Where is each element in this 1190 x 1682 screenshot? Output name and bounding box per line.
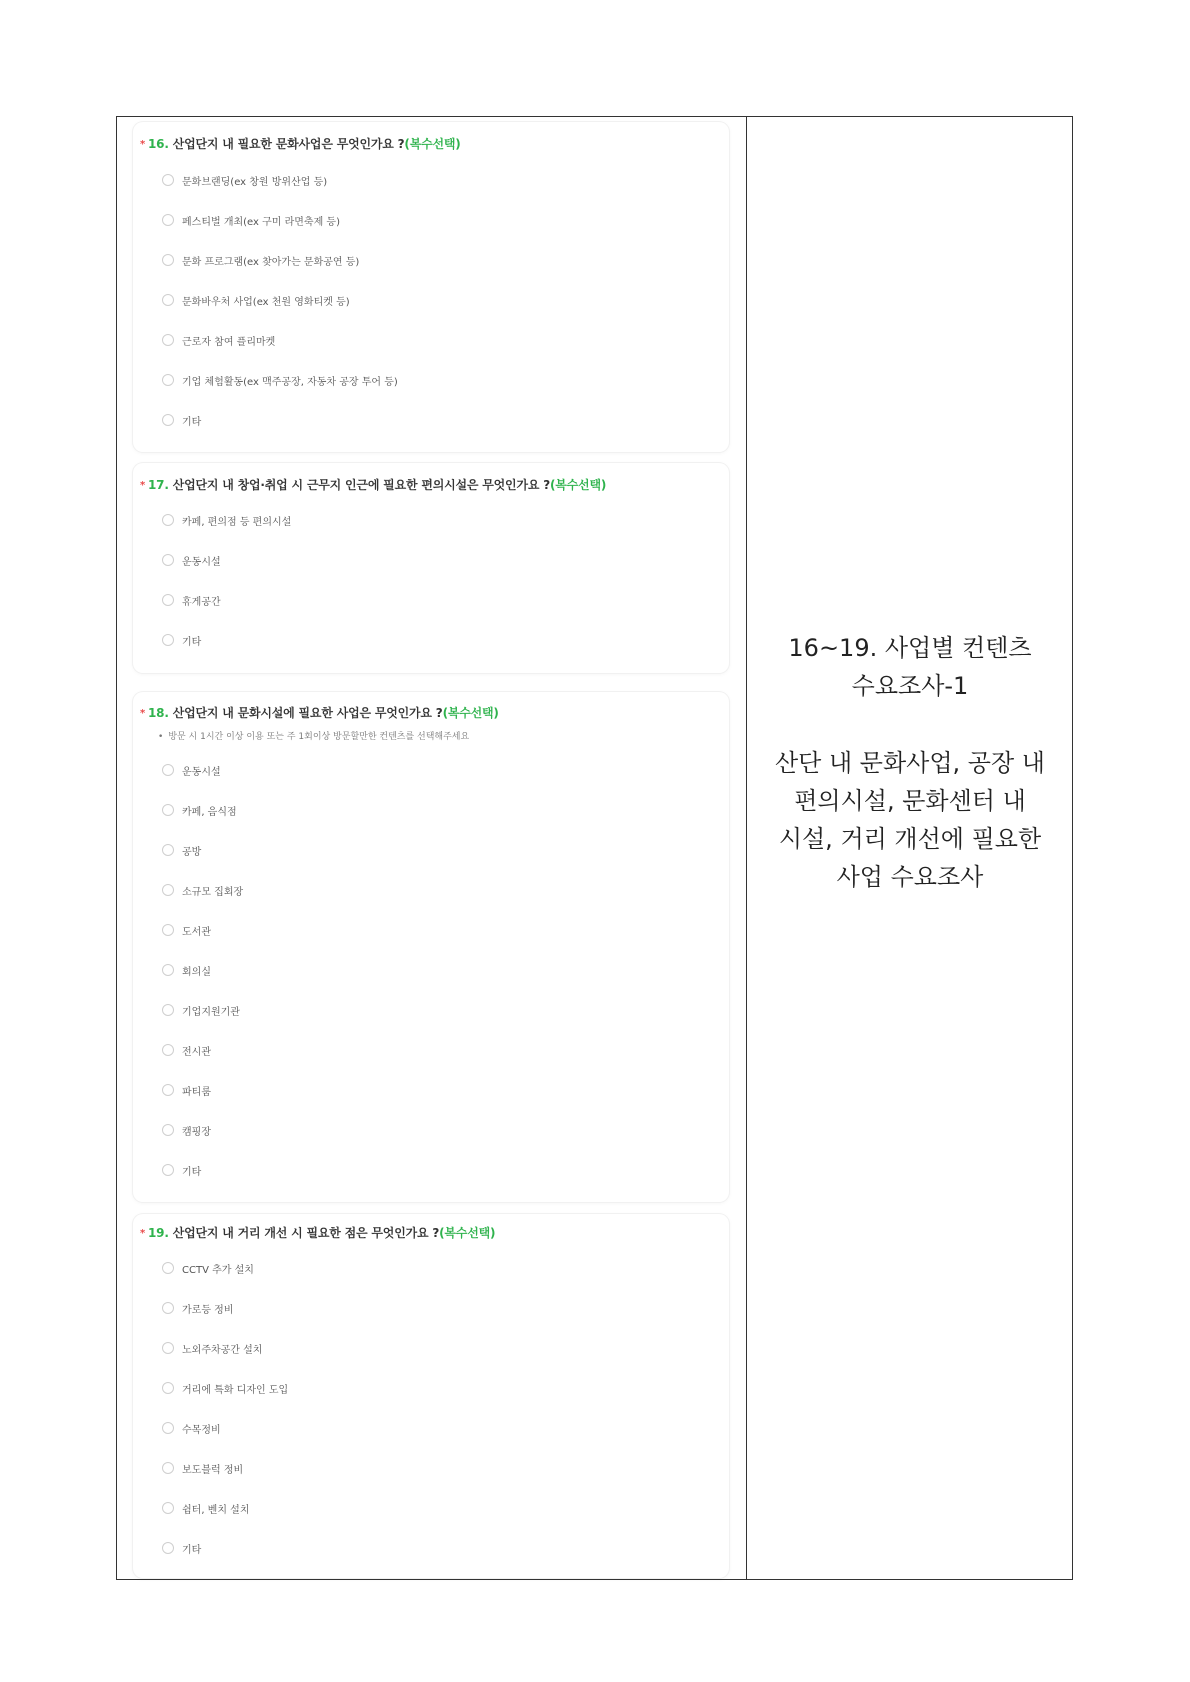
section-title-line: 16~19. 사업별 컨텐츠	[788, 634, 1032, 662]
question-title-19	[140, 1224, 495, 1241]
question-title-17	[140, 476, 606, 493]
option-label: 캠핑장	[182, 1126, 211, 1138]
question-card-17	[133, 463, 729, 673]
description-line: 편의시설, 문화센터 내	[794, 787, 1026, 815]
option-label: 운동시설	[182, 556, 221, 568]
option-label: 수목정비	[182, 1424, 221, 1436]
option-radio[interactable]	[162, 1500, 250, 1516]
radio-circle-icon[interactable]	[162, 1542, 174, 1554]
option-radio[interactable]	[162, 1460, 243, 1476]
option-label: 노외주차공간 설치	[182, 1344, 263, 1356]
radio-circle-icon[interactable]	[162, 634, 174, 646]
radio-circle-icon[interactable]	[162, 374, 174, 386]
option-radio[interactable]	[162, 1122, 211, 1138]
radio-circle-icon[interactable]	[162, 1124, 174, 1136]
question-text: 산업단지 내 거리 개선 시 필요한 점은 무엇인가요 ?	[172, 1226, 440, 1240]
option-radio[interactable]	[162, 252, 359, 268]
radio-circle-icon[interactable]	[162, 1262, 174, 1274]
option-radio[interactable]	[162, 1540, 201, 1556]
option-radio[interactable]	[162, 412, 201, 428]
radio-circle-icon[interactable]	[162, 514, 174, 526]
option-label: 보도블럭 정비	[182, 1464, 244, 1476]
option-label: 도서관	[182, 926, 211, 938]
option-label: CCTV 추가 설치	[182, 1264, 254, 1276]
radio-circle-icon[interactable]	[162, 844, 174, 856]
radio-circle-icon[interactable]	[162, 924, 174, 936]
option-label: 문화바우처 사업(ex 천원 영화티켓 등)	[182, 296, 350, 308]
multi-select-tag: (복수선택)	[549, 478, 607, 492]
option-radio[interactable]	[162, 1162, 201, 1178]
option-label: 거리에 특화 디자인 도입	[182, 1384, 289, 1396]
radio-circle-icon[interactable]	[162, 1422, 174, 1434]
column-divider	[746, 116, 747, 1580]
question-title-16	[140, 135, 461, 152]
option-radio[interactable]	[162, 802, 237, 818]
radio-circle-icon[interactable]	[162, 334, 174, 346]
radio-circle-icon[interactable]	[162, 414, 174, 426]
radio-circle-icon[interactable]	[162, 214, 174, 226]
option-radio[interactable]	[162, 292, 350, 308]
radio-circle-icon[interactable]	[162, 1044, 174, 1056]
radio-circle-icon[interactable]	[162, 1342, 174, 1354]
question-text: 산업단지 내 문화시설에 필요한 사업은 무엇인가요 ?	[172, 706, 443, 720]
radio-circle-icon[interactable]	[162, 1084, 174, 1096]
question-number: 17.	[148, 478, 169, 492]
option-radio[interactable]	[162, 1082, 211, 1098]
option-label: 휴게공간	[182, 596, 221, 608]
option-label: 전시관	[182, 1046, 211, 1058]
option-radio[interactable]	[162, 332, 275, 348]
option-label: 기업 체험활동(ex 맥주공장, 자동차 공장 투어 등)	[182, 376, 398, 388]
option-label: 파티룸	[182, 1086, 211, 1098]
radio-circle-icon[interactable]	[162, 294, 174, 306]
option-radio[interactable]	[162, 762, 221, 778]
option-label: 기타	[182, 1166, 202, 1178]
multi-select-tag: (복수선택)	[404, 137, 461, 151]
required-mark: *	[140, 139, 146, 150]
section-title-line: 수요조사-1	[851, 672, 969, 700]
option-radio[interactable]	[162, 372, 398, 388]
option-label: 카페, 음식점	[182, 806, 237, 818]
option-radio[interactable]	[162, 842, 201, 858]
multi-select-tag: (복수선택)	[439, 1226, 496, 1240]
question-text: 산업단지 내 필요한 문화사업은 무엇인가요 ?	[172, 137, 405, 151]
option-label: 회의실	[182, 966, 211, 978]
question-text: 산업단지 내 창업·취업 시 근무지 인근에 필요한 편의시설은 무엇인가요 ?	[172, 478, 550, 492]
option-radio[interactable]	[162, 882, 243, 898]
radio-circle-icon[interactable]	[162, 594, 174, 606]
option-radio[interactable]	[162, 632, 201, 648]
option-label: 근로자 참여 플리마켓	[182, 336, 276, 348]
option-label: 기타	[182, 636, 202, 648]
required-mark: *	[140, 1228, 146, 1239]
option-radio[interactable]	[162, 1380, 288, 1396]
radio-circle-icon[interactable]	[162, 1502, 174, 1514]
option-radio[interactable]	[162, 1042, 211, 1058]
radio-circle-icon[interactable]	[162, 1302, 174, 1314]
option-radio[interactable]	[162, 962, 211, 978]
option-label: 공방	[182, 846, 202, 858]
option-radio[interactable]	[162, 922, 211, 938]
option-label: 소규모 집회장	[182, 886, 244, 898]
option-label: 페스티벌 개최(ex 구미 라면축제 등)	[182, 216, 340, 228]
radio-circle-icon[interactable]	[162, 1462, 174, 1474]
radio-circle-icon[interactable]	[162, 964, 174, 976]
radio-circle-icon[interactable]	[162, 1164, 174, 1176]
option-label: 쉼터, 벤치 설치	[182, 1504, 250, 1516]
option-label: 운동시설	[182, 766, 221, 778]
radio-circle-icon[interactable]	[162, 764, 174, 776]
option-label: 기타	[182, 1544, 202, 1556]
question-card-18	[133, 692, 729, 1202]
section-title	[750, 629, 1070, 705]
option-radio[interactable]	[162, 1002, 240, 1018]
option-label: 문화브랜딩(ex 창원 방위산업 등)	[182, 176, 328, 188]
option-radio[interactable]	[162, 1420, 221, 1436]
option-radio[interactable]	[162, 172, 327, 188]
radio-circle-icon[interactable]	[162, 554, 174, 566]
required-mark: *	[140, 480, 146, 491]
option-label: 기업지원기관	[182, 1006, 240, 1018]
description-line: 시설, 거리 개선에 필요한	[778, 825, 1042, 853]
radio-circle-icon[interactable]	[162, 174, 174, 186]
radio-circle-icon[interactable]	[162, 1382, 174, 1394]
option-radio[interactable]	[162, 1300, 233, 1316]
question-number: 16.	[148, 137, 169, 151]
radio-circle-icon[interactable]	[162, 1004, 174, 1016]
radio-circle-icon[interactable]	[162, 884, 174, 896]
description-line: 사업 수요조사	[836, 863, 984, 891]
option-label: 카페, 편의점 등 편의시설	[182, 516, 292, 528]
option-radio[interactable]	[162, 512, 291, 528]
question-number: 19.	[148, 1226, 169, 1240]
option-label: 문화 프로그램(ex 찾아가는 문화공연 등)	[182, 256, 360, 268]
question-number: 18.	[148, 706, 169, 720]
option-label: 가로등 정비	[182, 1304, 234, 1316]
description-line: 산단 내 문화사업, 공장 내	[775, 749, 1045, 777]
option-label: 기타	[182, 416, 202, 428]
required-mark: *	[140, 708, 146, 719]
option-radio[interactable]	[162, 592, 221, 608]
note-text: 방문 시 1시간 이상 이용 또는 주 1회이상 방문할만한 컨텐츠를 선택해주세요	[168, 732, 470, 742]
question-note: • 방문 시 1시간 이상 이용 또는 주 1회이상 방문할만한 컨텐츠를 선택해주세요	[158, 732, 470, 742]
radio-circle-icon[interactable]	[162, 804, 174, 816]
option-radio[interactable]	[162, 552, 221, 568]
radio-circle-icon[interactable]	[162, 254, 174, 266]
section-description	[750, 744, 1070, 896]
option-radio[interactable]	[162, 1340, 262, 1356]
multi-select-tag: (복수선택)	[442, 706, 499, 720]
question-title-18	[140, 704, 499, 721]
option-radio[interactable]	[162, 212, 340, 228]
option-radio[interactable]	[162, 1260, 254, 1276]
